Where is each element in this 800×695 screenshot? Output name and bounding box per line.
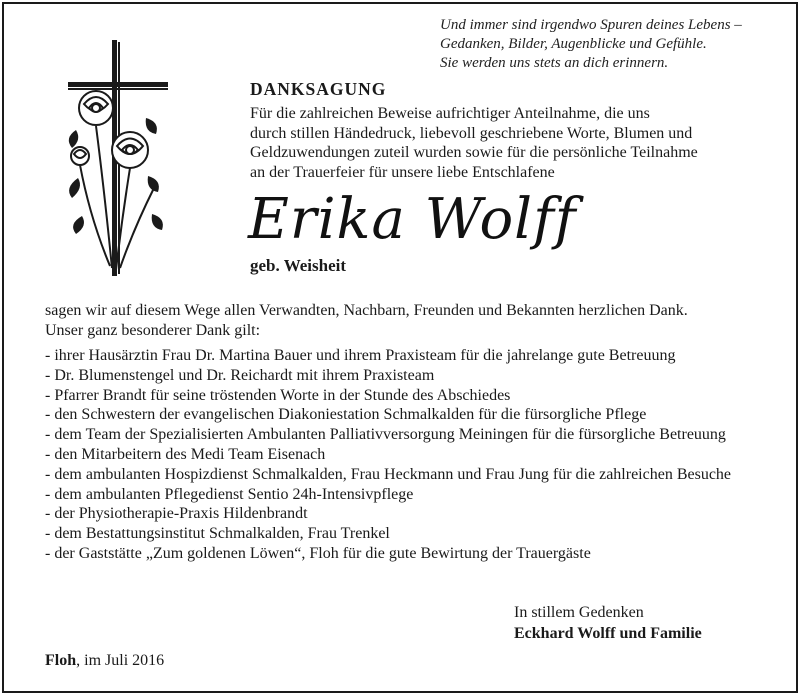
closing-block	[514, 602, 702, 644]
poem-line: Gedanken, Bilder, Augenblicke und Gefühle.	[440, 36, 707, 52]
list-item: - dem ambulanten Hospizdienst Schmalkalden, Frau Heckmann und Frau Jung für die zahlreichen Besuche	[45, 465, 732, 483]
birth-name: geb. Weisheit	[250, 256, 347, 275]
thanks-paragraph	[45, 301, 765, 340]
intro-line: durch stillen Händedruck, liebevoll geschriebene Worte, Blumen und	[250, 124, 693, 142]
list-item: - Dr. Blumenstengel und Dr. Reichardt mit ihrem Praxisteam	[45, 366, 435, 384]
poem-quote	[440, 16, 785, 73]
thanks-list	[45, 346, 765, 564]
footer-dateline	[45, 652, 164, 670]
signature: Eckhard Wolff und Familie	[514, 625, 702, 642]
page-title: DANKSAGUNG	[250, 79, 387, 99]
intro-line: Geldzuwendungen zuteil wurden sowie für die persönliche Teilnahme	[250, 144, 698, 161]
thanks-line: sagen wir auf diesem Wege allen Verwandten, Nachbarn, Freunden und Bekannten herzlichen Dank.	[45, 302, 688, 319]
footer-place: Floh	[45, 652, 77, 669]
list-item: - Pfarrer Brandt für seine tröstenden Worte in der Stunde des Abschiedes	[45, 386, 511, 404]
list-item: - der Physiotherapie-Praxis Hildenbrandt	[45, 505, 308, 523]
closing-line: In stillem Gedenken	[514, 604, 644, 621]
deceased-name: Erika Wolff	[248, 187, 577, 252]
poem-line: Sie werden uns stets an dich erinnern.	[440, 55, 669, 71]
intro-line: an der Trauerfeier für unsere liebe Entschlafene	[250, 163, 555, 181]
cross-with-roses-icon	[58, 38, 178, 283]
footer-date: , im Juli 2016	[76, 652, 165, 669]
list-item: - der Gaststätte „Zum goldenen Löwen“, Floh für die gute Bewirtung der Trauergäste	[45, 544, 591, 562]
list-item: - den Schwestern der evangelischen Diakoniestation Schmalkalden für die fürsorgliche Pflege	[45, 406, 647, 424]
list-item: - den Mitarbeitern des Medi Team Eisenach	[45, 445, 326, 463]
list-item: - dem ambulanten Pflegedienst Sentio 24h-Intensivpflege	[45, 485, 414, 503]
list-item: - ihrer Hausärztin Frau Dr. Martina Bauer und ihrem Praxisteam für die jahrelange gute Betreuung	[45, 347, 676, 364]
poem-line: Und immer sind irgendwo Spuren deines Lebens –	[440, 17, 742, 33]
thanks-line: Unser ganz besonderer Dank gilt:	[45, 321, 261, 339]
intro-paragraph	[250, 104, 755, 182]
list-item: - dem Team der Spezialisierten Ambulanten Palliativversorgung Meiningen für die fürsorgliche Betreuung	[45, 426, 726, 444]
list-item: - dem Bestattungsinstitut Schmalkalden, Frau Trenkel	[45, 525, 390, 543]
intro-line: Für die zahlreichen Beweise aufrichtiger Anteilnahme, die uns	[250, 105, 650, 122]
